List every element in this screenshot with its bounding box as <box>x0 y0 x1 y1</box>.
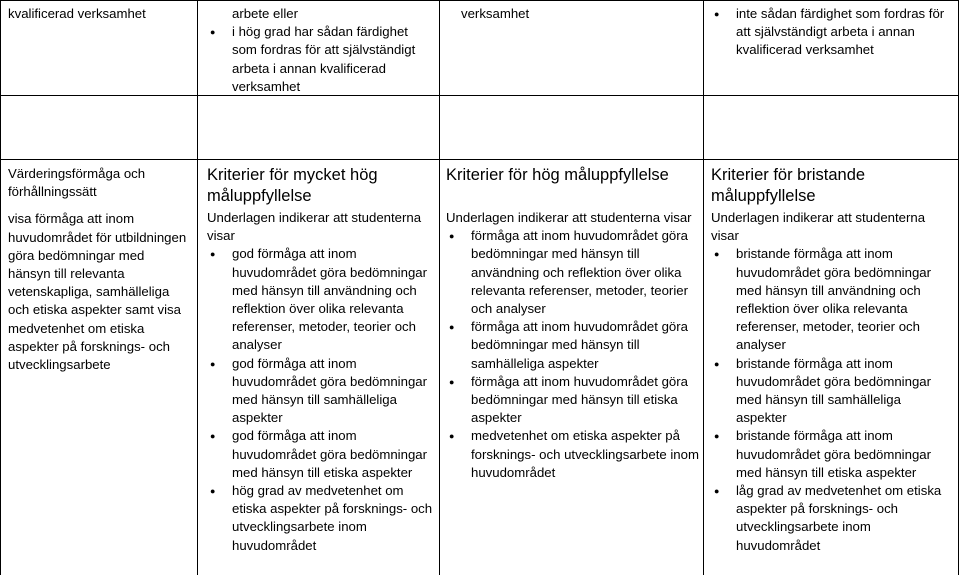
top-row-col2-line: arbete eller <box>232 6 298 21</box>
table-row-divider <box>0 159 959 160</box>
insufficient-criteria-cell <box>711 165 955 555</box>
section-title: Värderingsförmåga och förhållningssätt <box>8 166 146 200</box>
top-row-col2 <box>207 5 435 96</box>
list-item: ● god förmåga att inom huvudområdet göra bedömningar med hänsyn till samhälleliga aspekter <box>207 355 435 428</box>
intro-text: Underlagen indikerar att studenterna visar <box>207 210 422 244</box>
high-criteria-cell <box>446 165 701 482</box>
very-high-criteria-cell <box>207 165 435 555</box>
list-item: ● god förmåga att inom huvudområdet göra bedömningar med hänsyn till etiska aspekter <box>207 427 435 482</box>
table-border-left <box>0 0 1 575</box>
column-header-high: Kriterier för hög måluppfyllelse <box>446 166 669 184</box>
list-item: ● bristande förmåga att inom huvudområdet göra bedömningar med hänsyn till samhälleliga aspekter <box>711 355 955 428</box>
list-item: ● inte sådan färdighet som fordras för att självständigt arbeta i annan kvalificerad verksamhet <box>711 5 955 60</box>
section-description: visa förmåga att inom huvudområdet för utbildningen göra bedömningar med hänsyn till relevanta vetenskapliga, samhälleliga och etiska aspekter samt visa medvetenhet om etiska aspekter på forsknings- och utvecklingsarbete <box>8 211 187 373</box>
list-item: ● förmåga att inom huvudområdet göra bedömningar med hänsyn till användning och reflektion över olika relevanta referenser, metoder, teorier och analyser <box>446 227 701 318</box>
top-row-col1: kvalificerad verksamhet <box>8 6 146 21</box>
list-item: ● låg grad av medvetenhet om etiska aspekter på forsknings- och utvecklingsarbete inom huvudområdet <box>711 482 955 555</box>
table-column-divider <box>439 0 440 575</box>
column-header-insufficient: Kriterier för bristande måluppfyllelse <box>711 166 866 205</box>
list-item: ● bristande förmåga att inom huvudområdet göra bedömningar med hänsyn till användning och reflektion över olika relevanta referenser, metoder, teorier och analyser <box>711 245 955 354</box>
table-row-divider <box>0 95 959 96</box>
top-row-col4 <box>711 5 955 60</box>
list-item: ● förmåga att inom huvudområdet göra bedömningar med hänsyn till samhälleliga aspekter <box>446 318 701 373</box>
list-item: ● i hög grad har sådan färdighet som fordras för att självständigt arbeta i annan kvalificerad verksamhet <box>207 23 435 96</box>
column-header-very-high: Kriterier för mycket hög måluppfyllelse <box>207 166 378 205</box>
table-column-divider <box>197 0 198 575</box>
table-column-divider <box>703 0 704 575</box>
intro-text: Underlagen indikerar att studenterna visar <box>711 210 926 244</box>
intro-text: Underlagen indikerar att studenterna visar <box>446 210 692 225</box>
list-item: ● bristande förmåga att inom huvudområdet göra bedömningar med hänsyn till etiska aspekter <box>711 427 955 482</box>
criteria-list <box>446 227 701 482</box>
section-cell <box>8 165 190 374</box>
top-row-col3: verksamhet <box>461 6 530 21</box>
criteria-list <box>711 245 955 554</box>
list-item: ● medvetenhet om etiska aspekter på forsknings- och utvecklingsarbete inom huvudområdet <box>446 427 701 482</box>
criteria-list <box>207 245 435 554</box>
list-item: ● god förmåga att inom huvudområdet göra bedömningar med hänsyn till användning och reflektion över olika relevanta referenser, metoder, teorier och analyser <box>207 245 435 354</box>
list-item: ● hög grad av medvetenhet om etiska aspekter på forsknings- och utvecklingsarbete inom huvudområdet <box>207 482 435 555</box>
list-item: ● förmåga att inom huvudområdet göra bedömningar med hänsyn till etiska aspekter <box>446 373 701 428</box>
table-border-top <box>0 0 959 1</box>
